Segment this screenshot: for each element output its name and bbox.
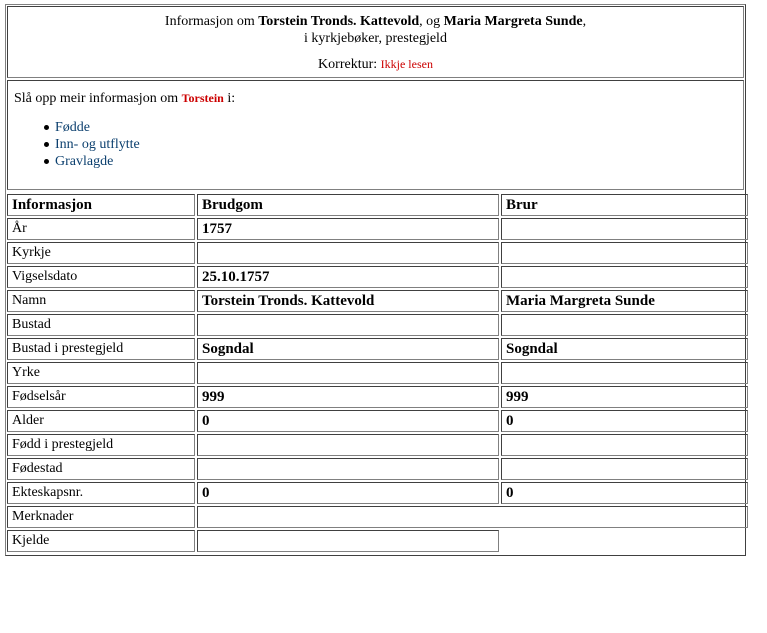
table-row [7,386,748,408]
groom-value: Sogndal [197,338,499,360]
row-label: Bustad [7,314,195,336]
table-row [7,482,748,504]
bride-value [501,458,748,480]
row-label: Yrke [7,362,195,384]
table-row [7,434,748,456]
groom-value: 0 [197,482,499,504]
kjelde-empty [501,530,748,552]
bride-value: Maria Margreta Sunde [501,290,748,312]
bride-value [501,314,748,336]
table-row [7,410,748,432]
bride-value: 0 [501,410,748,432]
row-label: Vigselsdato [7,266,195,288]
list-item [55,136,743,153]
list-item [55,119,743,136]
groom-value: 999 [197,386,499,408]
column-header-informasjon: Informasjon [7,194,195,216]
row-label: Kyrkje [7,242,195,264]
row-label: Alder [7,410,195,432]
bride-value: 999 [501,386,748,408]
table-row [7,458,748,480]
lookup-name: Torstein [181,91,224,105]
row-label: Fødd i prestegjeld [7,434,195,456]
lookup-panel [7,80,744,190]
header-bride-name: Maria Margreta Sunde [443,14,583,29]
link-inn-og-utflytte[interactable]: Inn- og utflytte [55,137,140,152]
table-row [7,218,748,240]
link-gravlagde[interactable]: Gravlagde [55,154,114,169]
link-fodde[interactable]: Fødde [55,120,90,135]
row-label: Ekteskapsnr. [7,482,195,504]
groom-value [197,458,499,480]
bride-value [501,266,748,288]
kjelde-value [197,530,499,552]
table-row [7,314,748,336]
column-header-brur: Brur [501,194,748,216]
groom-value: 0 [197,410,499,432]
groom-value: 25.10.1757 [197,266,499,288]
table-row [7,338,748,360]
row-label: Bustad i prestegjeld [7,338,195,360]
lookup-link-list [14,119,743,170]
bride-value: Sogndal [501,338,748,360]
lookup-prefix: Slå opp meir informasjon om [14,91,179,106]
row-label: Fødselsår [7,386,195,408]
merknader-value [197,506,748,528]
korrektur-row [8,56,743,73]
table-row [7,290,748,312]
korrektur-link[interactable]: Ikkje lesen [380,57,433,71]
bride-value [501,434,748,456]
korrektur-label: Korrektur: [318,57,378,72]
row-label: Namn [7,290,195,312]
bride-value [501,362,748,384]
header-prefix: Informasjon om [164,14,255,29]
list-item [55,153,743,170]
column-header-brudgom: Brudgom [197,194,499,216]
kjelde-label: Kjelde [7,530,195,552]
header-joiner: , og [419,14,441,29]
groom-value [197,314,499,336]
row-label: Fødestad [7,458,195,480]
lookup-suffix: i: [227,91,236,106]
info-table [5,192,750,554]
bride-value: 0 [501,482,748,504]
record-container [5,4,746,556]
table-row [7,266,748,288]
row-label: År [7,218,195,240]
record-header [7,6,744,78]
header-groom-name: Torstein Tronds. Kattevold [258,14,420,29]
header-suffix: , [582,14,587,29]
table-row [7,362,748,384]
merknader-row [7,506,748,528]
groom-value [197,434,499,456]
bride-value [501,242,748,264]
header-subtitle: i kyrkjebøker, prestegjeld [304,31,447,46]
table-header-row [7,194,748,216]
kjelde-row [7,530,748,552]
groom-value: Torstein Tronds. Kattevold [197,290,499,312]
bride-value [501,218,748,240]
groom-value [197,242,499,264]
groom-value [197,362,499,384]
groom-value: 1757 [197,218,499,240]
table-row [7,242,748,264]
merknader-label: Merknader [7,506,195,528]
